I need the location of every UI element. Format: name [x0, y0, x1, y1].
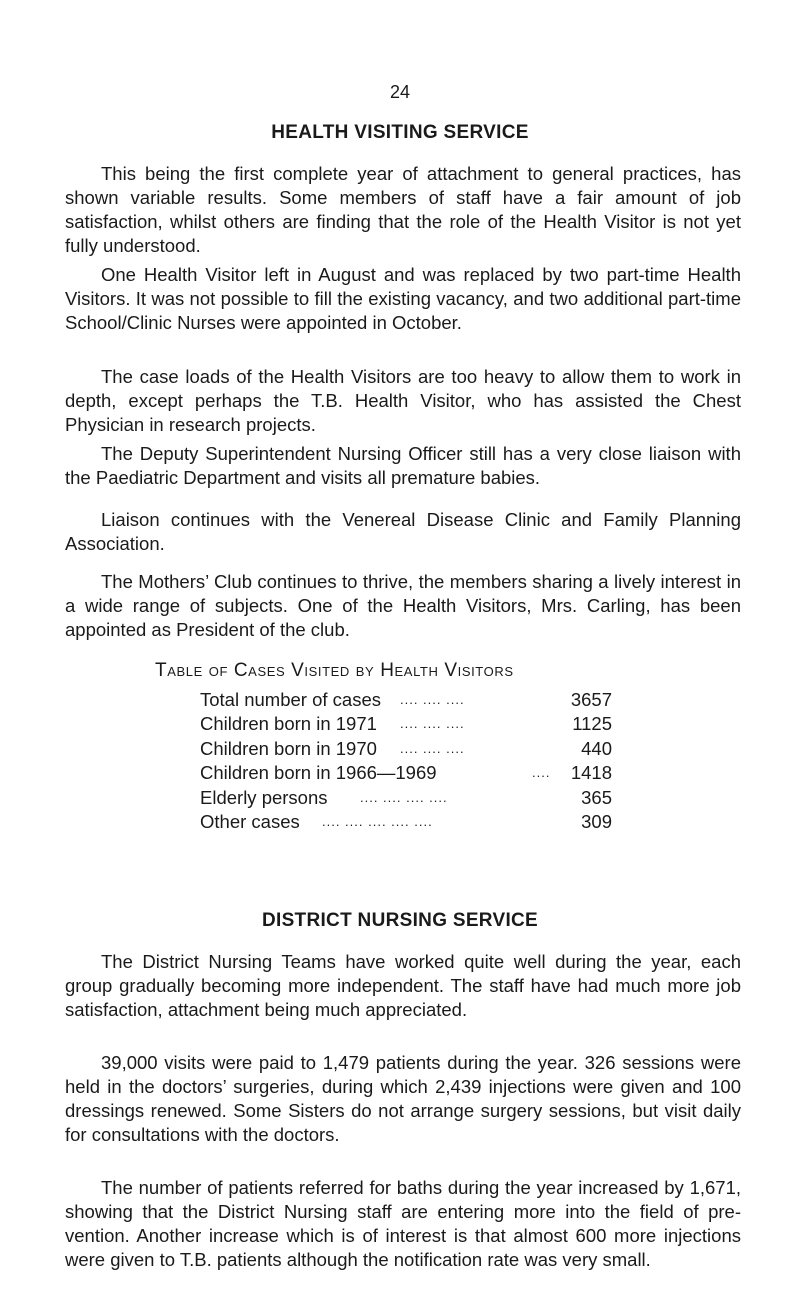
- case-label: Other cases: [200, 810, 300, 832]
- cases-table: [200, 688, 612, 834]
- district-nursing-paragraph: The number of patients referred for baths during the year increased by 1,671, showing that the District Nursing staff are entering more into the field of pre-vention. Another increase which is of interest is that almost 600 more injections were given to T.B. patients although the notification rate was very small.: [65, 1177, 741, 1270]
- table-row: [200, 712, 612, 736]
- table-row: [200, 810, 612, 834]
- health-visiting-paragraph: The case loads of the Health Visitors are too heavy to allow them to work in depth, except perhaps the T.B. Health Visitor, who has assisted the Chest Physician in research projects.: [65, 366, 741, 435]
- page-number: 24: [389, 82, 411, 102]
- leader-dots: .... .... .... .... ....: [322, 813, 433, 829]
- case-count: 1418: [570, 762, 612, 784]
- district-nursing-paragraph: 39,000 visits were paid to 1,479 patients during the year. 326 sessions were held in the doctors’ surgeries, during which 2,439 injections were given and 100 dressings renewed. Some Sisters do not arrange surgery sessions, but visit daily for consultations with the doctors.: [65, 1052, 741, 1145]
- leader-dots: .... .... ....: [400, 692, 465, 707]
- case-label: Total number of cases: [200, 689, 381, 710]
- case-count: 1125: [572, 713, 612, 735]
- district-nursing-paragraph: The District Nursing Teams have worked quite well during the year, each group gradually becoming more independent. The staff have had much more job satisfaction, attachment being much appreciated.: [65, 951, 741, 1020]
- health-visiting-paragraph: One Health Visitor left in August and was replaced by two part-time Health Visitors. It was not possible to fill the existing vacancy, and two additional part-time School/Clinic Nurses were appointed in October.: [65, 264, 741, 333]
- case-count: 309: [581, 810, 612, 832]
- table-row: [200, 786, 612, 810]
- leader-dots: .... .... ....: [400, 716, 465, 732]
- health-visiting-paragraph: The Deputy Superintendent Nursing Officer still has a very close liaison with the Paediatric Department and visits all premature babies.: [65, 443, 741, 488]
- case-count: 365: [581, 786, 612, 808]
- table-row: [200, 688, 612, 712]
- case-label: Children born in 1971: [200, 713, 377, 735]
- health-visiting-paragraph: Liaison continues with the Venereal Disease Clinic and Family Planning Association.: [65, 509, 741, 554]
- health-visiting-paragraph: The Mothers’ Club continues to thrive, the members sharing a lively interest in a wide range of subjects. One of the Health Visitors, Mrs. Carling, has been appointed as President of the club.: [65, 571, 741, 640]
- health-visiting-heading: HEALTH VISITING SERVICE: [271, 122, 529, 143]
- leader-dots: .... .... ....: [400, 740, 465, 756]
- case-label: Children born in 1966—1969: [200, 762, 437, 784]
- table-row: [200, 737, 612, 761]
- case-count: 3657: [570, 689, 612, 710]
- case-label: Elderly persons: [200, 786, 328, 808]
- district-nursing-heading: DISTRICT NURSING SERVICE: [261, 910, 539, 931]
- case-count: 440: [581, 737, 612, 759]
- cases-table-title: Table of Cases Visited by Health Visitors: [155, 660, 514, 681]
- health-visiting-paragraph: This being the first complete year of attachment to general practices, has shown variable results. Some members of staff have a fair amount of job satisfaction, whilst others are finding that the role of the Health Visitor is not yet fully understood.: [65, 163, 741, 256]
- leader-dots: .... .... .... ....: [360, 789, 448, 805]
- table-row: [200, 761, 612, 785]
- case-label: Children born in 1970: [200, 737, 377, 759]
- leader-dots: ....: [532, 765, 551, 781]
